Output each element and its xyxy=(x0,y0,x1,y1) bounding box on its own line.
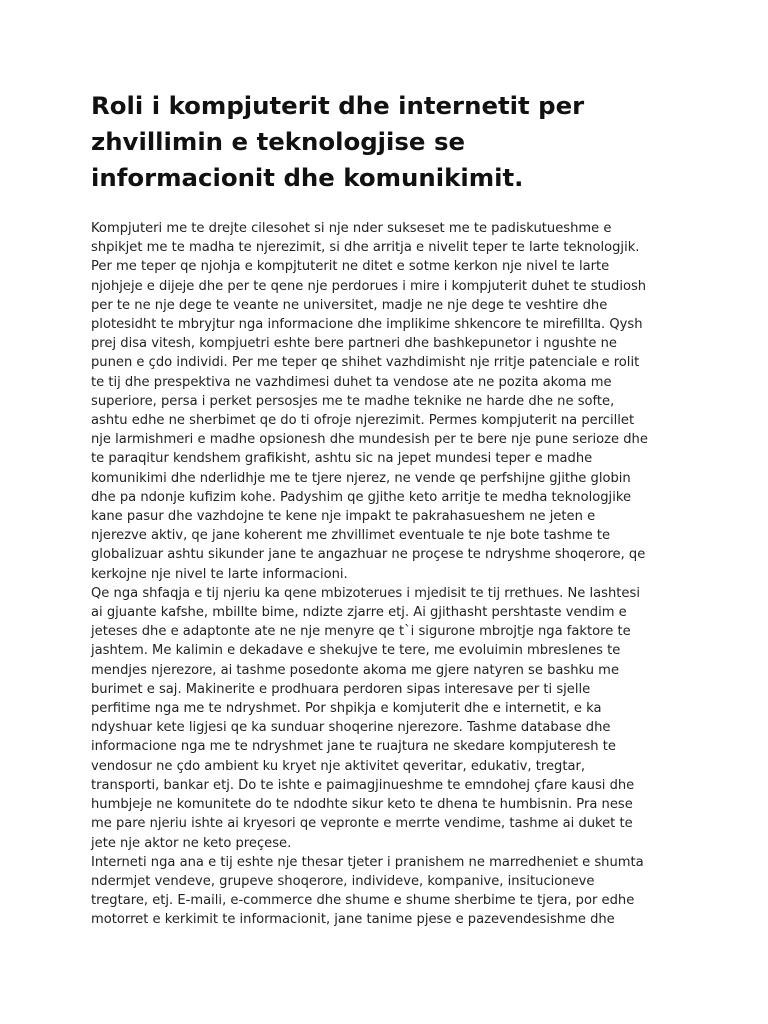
title-line: Roli i kompjuterit dhe internetit per xyxy=(91,91,585,120)
body-line: me pare njeriu ishte ai kryesori qe vepronte e merrte vendime, tashme ai duket te xyxy=(91,816,633,832)
body-line: burimet e saj. Makinerite e prodhuara perdoren sipas interesave per ti sjelle xyxy=(91,681,591,697)
body-line: te paraqitur kendshem grafikisht, ashtu sic na jepet mundesi teper e madhe xyxy=(91,451,593,467)
body-line: jashtem. Me kalimin e dekadave e shekujve te tere, me evoluimin mbreslenes te xyxy=(91,643,621,659)
body-line: nje larmishmeri e madhe opsionesh dhe mundesish per te bere nje pune serioze dhe xyxy=(91,432,648,448)
body-line: prej disa vitesh, kompjuetri eshte bere partneri dhe bashkepunetor i ngushte ne xyxy=(91,336,617,352)
body-line: transporti, bankar etj. Do te ishte e paimagjinueshme te emndohej çfare kausi dhe xyxy=(91,777,635,793)
body-line: vendosur ne çdo ambient ku kryet nje aktivitet qeveritar, edukativ, tregtar, xyxy=(91,758,586,774)
body-line: Interneti nga ana e tij eshte nje thesar tjeter i pranishem ne marredheniet e shumta xyxy=(91,854,644,870)
body-line: punen e çdo individi. Per me teper qe shihet vazhdimisht nje rritje patenciale e rolit xyxy=(91,355,640,371)
body-line: shpikjet me te madha te njerezimit, si dhe arritja e nivelit teper te larte teknologjik. xyxy=(91,240,640,256)
body-line: mendjes njerezore, ai tashme posedonte akoma me gjere natyren se bashku me xyxy=(91,662,619,678)
document-body xyxy=(91,219,691,930)
body-line: humbjeje ne komunitete do te ndodhte sikur keto te dhena te humbisnin. Pra nese xyxy=(91,797,633,813)
body-line: per te ne nje dege te veante ne universitet, madje ne nje dege te veshtire dhe xyxy=(91,297,608,313)
body-line: Per me teper qe njohja e kompjtuterit ne ditet e sotme kerkon nje nivel te larte xyxy=(91,259,610,275)
body-line: dhe pa ndonje kufizim kohe. Padyshim qe gjithe keto arritje te medha teknologjike xyxy=(91,489,632,505)
body-line: superiore, persa i perket persosjes me te madhe teknike ne harde dhe ne softe, xyxy=(91,393,615,409)
title-line: informacionit dhe komunikimit. xyxy=(91,163,524,192)
body-line: te tij dhe prespektiva ne vazhdimesi duhet ta vendose ate ne pozita akoma me xyxy=(91,374,612,390)
body-line: Qe nga shfaqja e tij njeriu ka qene mbizoterues i mjedisit te tij rrethues. Ne lashtesi xyxy=(91,585,640,601)
body-line: tregtare, etj. E-maili, e-commerce dhe shume e shume sherbime te tjera, por edhe xyxy=(91,893,635,909)
body-line: ashtu edhe ne sherbimet qe do ti ofroje njerezimit. Permes kompjuterit na percillet xyxy=(91,413,635,429)
body-line: ai gjuante kafshe, mbillte bime, ndizte zjarre etj. Ai gjithasht pershtaste vendim e xyxy=(91,605,627,621)
body-line: kane pasur dhe vazhdojne te kene nje impakt te pakrahasueshem ne jeten e xyxy=(91,509,596,525)
body-line: motorret e kerkimit te informacionit, jane tanime pjese e pazevendesishme dhe xyxy=(91,912,615,928)
body-line: komunikimi dhe nderlidhje me te tjere njerez, ne vende qe perfshijne gjithe globin xyxy=(91,470,631,486)
body-line: jete nje aktor ne keto preçese. xyxy=(91,835,292,851)
body-line: plotesidht te mbryjtur nga informacione dhe implikime shkencore te mirefillta. Qysh xyxy=(91,317,643,333)
body-line: informacione nga me te ndryshmet jane te ruajtura ne skedare kompjuteresh te xyxy=(91,739,616,755)
body-line: kerkojne nje nivel te larte informacioni. xyxy=(91,566,348,582)
body-line: perfitime nga me te ndryshmet. Por shpikja e komjuterit dhe e internetit, e ka xyxy=(91,701,602,717)
body-line: ndermjet vendeve, grupeve shoqerore, individeve, kompanive, insitucioneve xyxy=(91,873,595,889)
title-line: zhvillimin e teknologjise se xyxy=(91,127,466,156)
body-line: jeteses dhe e adaptonte ate ne nje menyre qe t`i sigurone mbrojtje nga faktore te xyxy=(91,624,631,640)
document-title xyxy=(91,88,691,196)
body-line: globalizuar ashtu sikunder jane te angazhuar ne proçese te ndryshme shoqerore, qe xyxy=(91,547,646,563)
body-line: njohjeje e dijeje dhe per te qene nje perdorues i mire i kompjuterit duhet te studiosh xyxy=(91,278,647,294)
body-line: ndyshuar kete ligjesi qe ka sunduar shoqerine njerezore. Tashme database dhe xyxy=(91,720,611,736)
body-line: njerezve aktiv, qe jane koherent me zhvillimet eventuale te nje bote tashme te xyxy=(91,528,611,544)
body-line: Kompjuteri me te drejte cilesohet si nje nder sukseset me te padiskutueshme e xyxy=(91,221,612,236)
